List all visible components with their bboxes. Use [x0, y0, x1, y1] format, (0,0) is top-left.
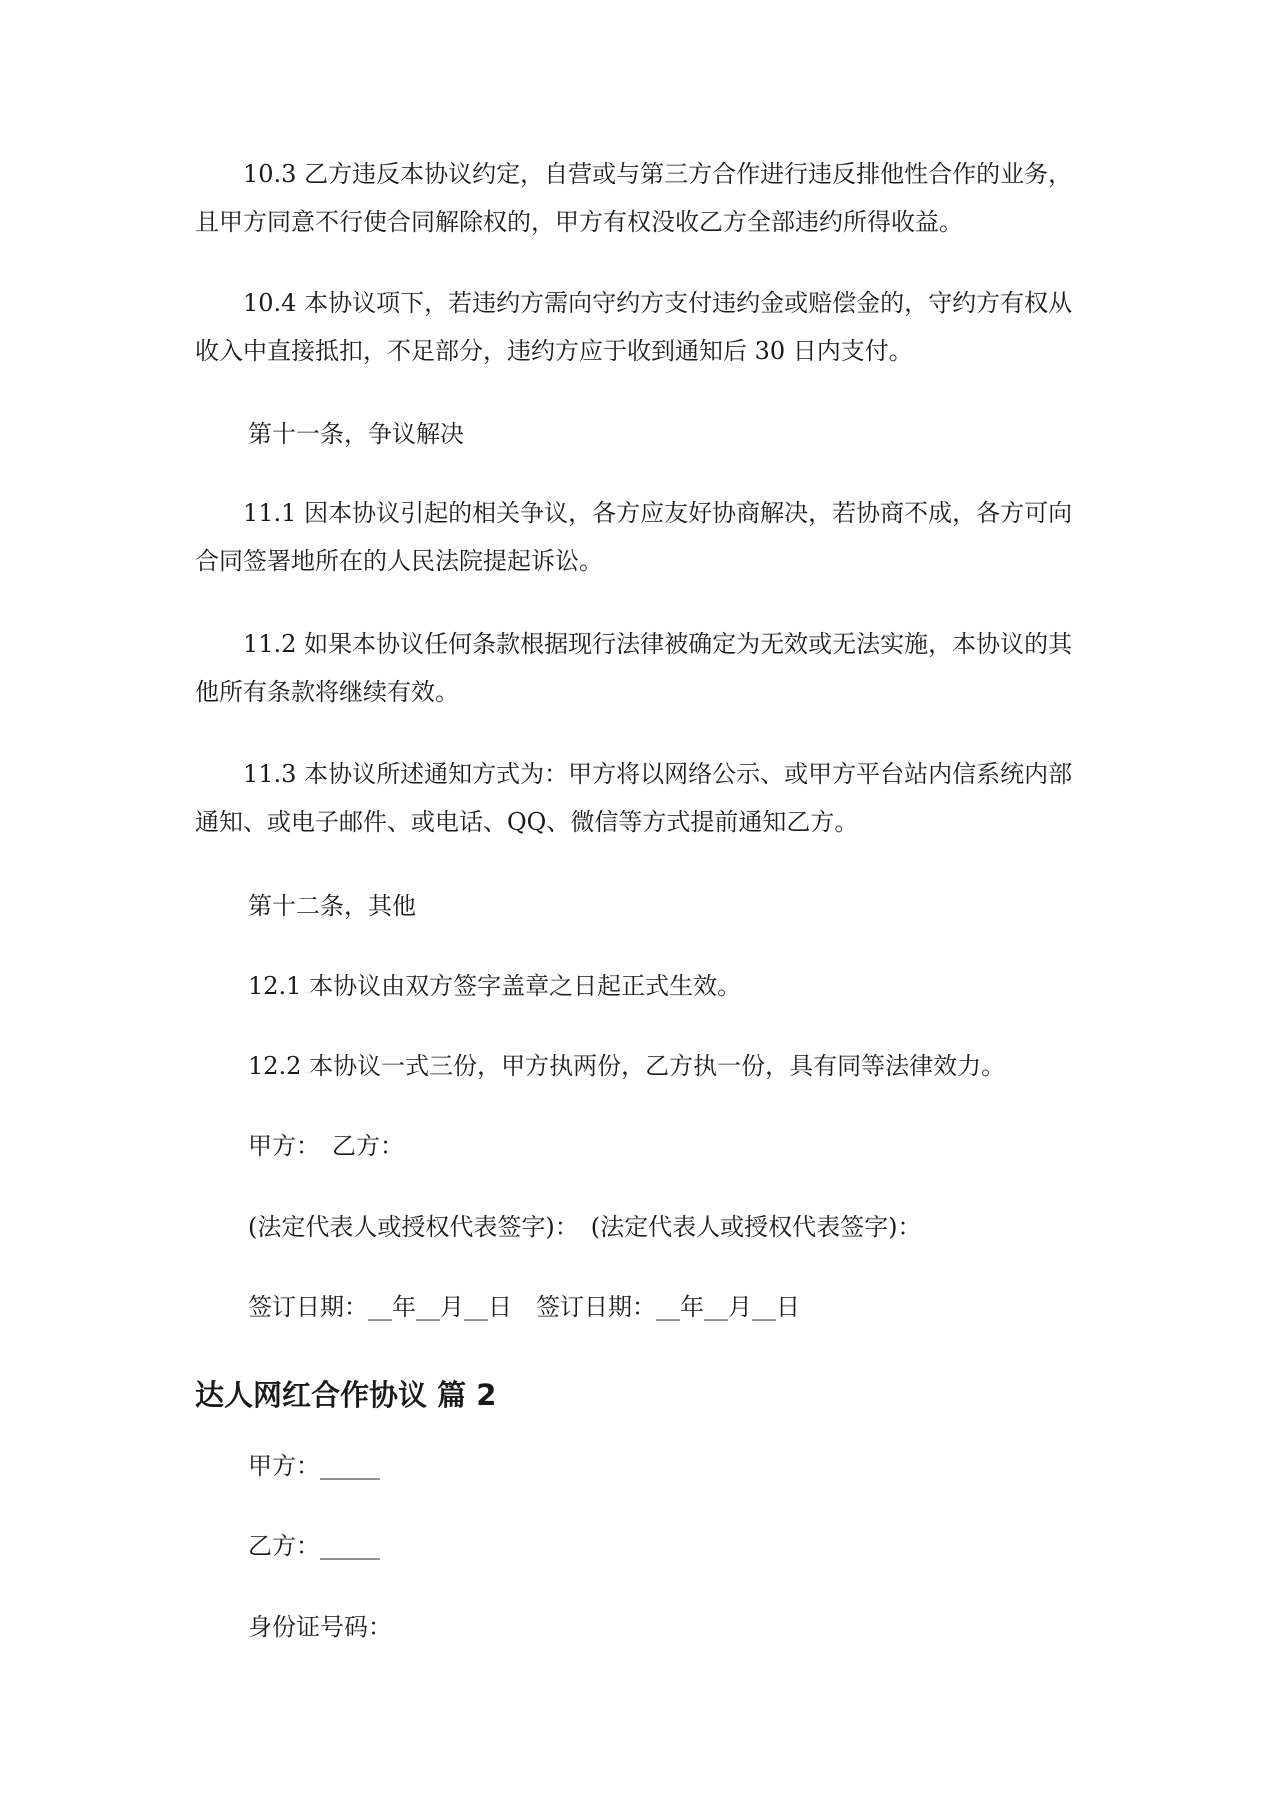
- representatives-line: (法定代表人或授权代表签字)： (法定代表人或授权代表签字)：: [248, 1213, 922, 1241]
- clause-12-2: 12.2 本协议一式三份，甲方执两份，乙方执一份，具有同等法律效力。: [248, 1052, 1006, 1080]
- clause-11-2: 11.2 如果本协议任何条款根据现行法律被确定为无效或无法实施，本协议的其他所有条款将继续有效。: [195, 630, 1073, 706]
- clause-12-1: 12.1 本协议由双方签字盖章之日起正式生效。: [248, 972, 742, 1000]
- parties-line: 甲方： 乙方：: [248, 1132, 404, 1160]
- clause-11-1: 11.1 因本协议引起的相关争议，各方应友好协商解决，若协商不成，各方可向合同签署地所在的人民法院提起诉讼。: [195, 499, 1073, 575]
- sign-dates-line: 签订日期：__年__月__日 签订日期：__年__月__日: [248, 1293, 800, 1321]
- article-12-heading: 第十二条，其他: [248, 892, 416, 920]
- clause-10-4: 10.4 本协议项下，若违约方需向守约方支付违约金或赔偿金的，守约方有权从收入中直接抵扣，不足部分，违约方应于收到通知后 30 日内支付。: [195, 289, 1073, 365]
- clause-11-3: 11.3 本协议所述通知方式为：甲方将以网络公示、或甲方平台站内信系统内部通知、或电子邮件、或电话、QQ、微信等方式提前通知乙方。: [195, 760, 1073, 836]
- section-2-title: 达人网红合作协议 篇 2: [195, 1378, 497, 1412]
- party-b-line: 乙方：_____: [248, 1532, 380, 1560]
- id-number-line: 身份证号码：: [248, 1613, 392, 1641]
- article-11-heading: 第十一条，争议解决: [248, 420, 464, 448]
- clause-10-3: 10.3 乙方违反本协议约定，自营或与第三方合作进行违反排他性合作的业务，且甲方同意不行使合同解除权的，甲方有权没收乙方全部违约所得收益。: [195, 160, 1073, 236]
- party-a-line: 甲方：_____: [248, 1452, 380, 1480]
